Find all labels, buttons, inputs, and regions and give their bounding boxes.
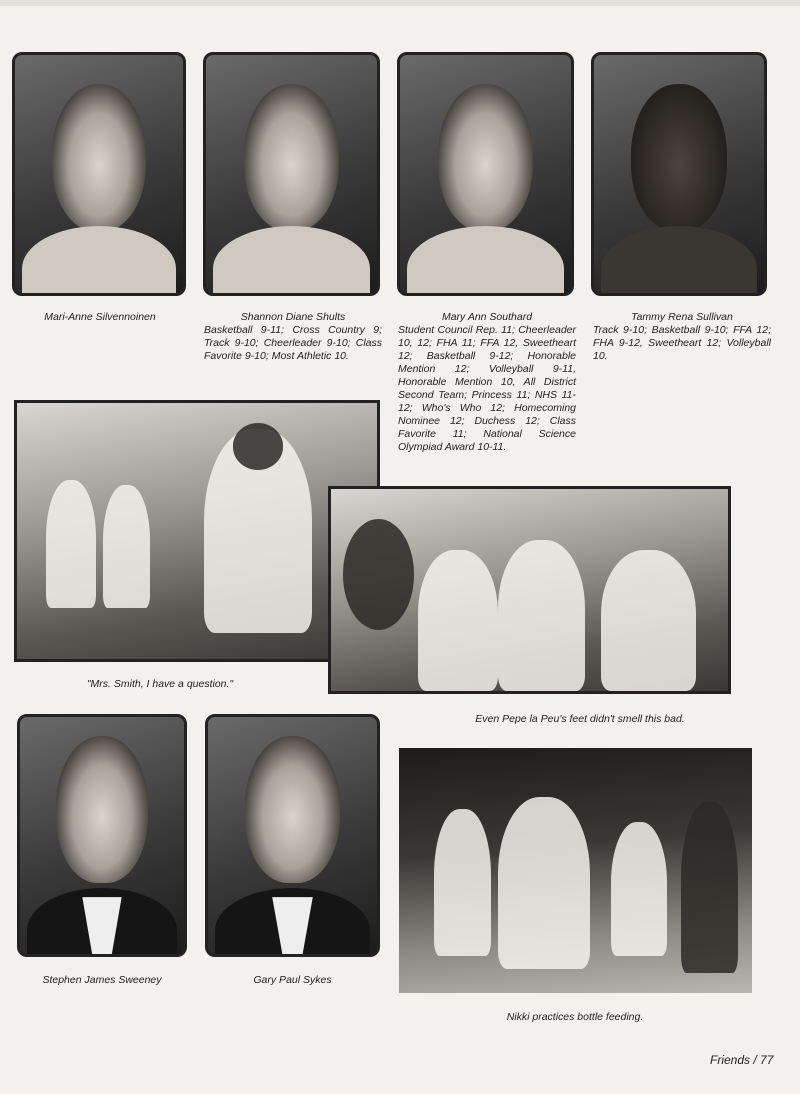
portrait-activities-southard: Student Council Rep. 11; Cheerleader 10, 12; FHA 11; FFA 12, Sweetheart 12; Basketball 9-12; Honorable Mention 12; Volleyball 9-11, Honorable Mention 10, All District Second Team; Princess 11; NHS 11-12; Who's Who 12; Homecoming Nominee 12; Duchess 12; Class Favorite 11; National Science Olympiad Award 10-11.	[398, 324, 576, 453]
caption-bottle: Nikki practices bottle feeding.	[506, 1011, 644, 1023]
caption-feet: Even Pepe la Peu's feet didn't smell this bad.	[475, 713, 685, 725]
page-folio: Friends / 77	[710, 1053, 774, 1067]
portrait-name-sweeney: Stephen James Sweeney	[42, 974, 162, 986]
portrait-name-silvennoinen: Mari-Anne Silvennoinen	[44, 311, 156, 323]
portrait-activities-shults: Basketball 9-11; Cross Country 9; Track 9-10; Cheerleader 9-10; Class Favorite 9-10; Most Athletic 10.	[204, 324, 382, 362]
page-edge	[0, 0, 800, 6]
portrait-bio-southard	[398, 311, 576, 454]
portrait-photo-southard	[397, 52, 574, 296]
portrait-bio-sullivan	[593, 311, 771, 363]
portrait-name-sullivan: Tammy Rena Sullivan	[631, 311, 733, 323]
portrait-name-sykes: Gary Paul Sykes	[253, 974, 332, 986]
caption-classroom: "Mrs. Smith, I have a question."	[86, 678, 234, 690]
candid-photo-bottle	[399, 748, 752, 993]
portrait-activities-sullivan: Track 9-10; Basketball 9-10; FFA 12; FHA 9-12, Sweetheart 12; Volleyball 10.	[593, 324, 771, 362]
portrait-photo-silvennoinen	[12, 52, 186, 296]
portrait-photo-shults	[203, 52, 380, 296]
portrait-bio-shults	[204, 311, 382, 363]
portrait-name-southard: Mary Ann Southard	[441, 311, 533, 323]
portrait-photo-sweeney	[17, 714, 187, 957]
candid-photo-classroom	[14, 400, 380, 662]
candid-photo-feet	[328, 486, 731, 694]
portrait-name-shults: Shannon Diane Shults	[240, 311, 346, 323]
portrait-photo-sykes	[205, 714, 380, 957]
portrait-photo-sullivan	[591, 52, 767, 296]
